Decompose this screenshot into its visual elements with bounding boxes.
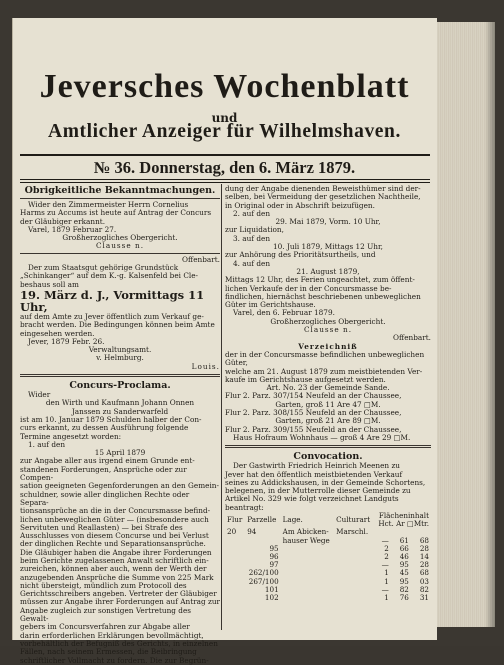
table-header-units: Hct. Ar □Mtr.	[378, 519, 429, 529]
table-header: Culturart	[336, 515, 371, 525]
concurs-line: Ausschlusses von diesem Concurse und bei Verlust	[20, 531, 209, 541]
concurs-line: gebers im Concursverfahren zur Abgabe aller	[20, 622, 190, 632]
concurs-line: nicht übersteigt, mündlich zum Protocoll des	[20, 580, 187, 590]
notice2-signature: Louis.	[191, 361, 220, 371]
table-cell: hauser Wege	[282, 535, 330, 545]
table-header: Lage.	[282, 515, 303, 525]
issue-line: № 36. Donnerstag, den 6. März 1879.	[93, 158, 356, 177]
table-cell	[225, 569, 245, 577]
table-cell: 45	[399, 568, 409, 578]
table-cell	[334, 553, 374, 561]
conv-line: belegenen, in der Mutterrolle dieser Gemeinde zu	[225, 486, 411, 496]
notice2-line: eingesehen werden.	[20, 328, 95, 338]
verz-item: Flur 2. Parz. 307/154 Neufeld an der Chaussee,	[225, 391, 402, 401]
cont-line: Großherzogliches Obergericht.	[270, 316, 386, 326]
concurs-line: Fällen, nach seinem Ermessen, die Beibringung	[20, 647, 197, 657]
table-cell	[334, 537, 374, 545]
table-cell: 28	[419, 560, 429, 570]
notice1-line: der Gläubiger erkannt.	[20, 216, 106, 226]
table-cell: 1	[384, 576, 389, 586]
table-cell: 262/100	[248, 568, 279, 578]
concurs-line: Servituten und Reallasten) — bei Strafe des	[20, 522, 183, 532]
table-cell	[334, 561, 374, 569]
table-cell: —	[381, 584, 389, 594]
table-header-row	[225, 512, 431, 528]
newspaper-page	[12, 18, 437, 665]
masthead-rule-bottom	[20, 179, 430, 180]
table-cell: 03	[419, 576, 429, 586]
double-divider	[20, 374, 220, 377]
cont-line: Varel, den 6. Februar 1879.	[233, 308, 335, 318]
notice2-label: Offenbart.	[182, 254, 220, 264]
conv-line: Artikel No. 329 wie folgt verzeichnet Landguts	[225, 494, 399, 504]
masthead-subtitle: Amtlicher Anzeiger für Wilhelmshaven.	[48, 121, 401, 142]
table-cell	[281, 578, 334, 586]
table-cell: 46	[399, 552, 409, 561]
table-cell	[281, 586, 334, 594]
table-cell: 95	[399, 576, 409, 586]
concurs-line: 1. auf den	[28, 439, 66, 449]
table-cell	[281, 594, 334, 602]
concurs-line: darin erforderlichen Erklärungen bevollmächtigt,	[20, 630, 204, 640]
table-cell: 97	[269, 560, 279, 570]
table-row	[225, 594, 431, 602]
column-divider	[221, 184, 222, 630]
table-cell: 1	[384, 593, 389, 603]
concurs-heading: Concurs-Proclama.	[69, 380, 171, 392]
table-cell: 76	[399, 593, 409, 603]
concurs-line: Angabe zugleich zur sonstigen Vertretung des Gewalt-	[20, 605, 192, 624]
notice1-signature: Clausse n.	[95, 241, 145, 251]
concurs-line: den Wirth und Kaufmann Johann Onnen	[45, 398, 195, 408]
table-cell: 66	[399, 543, 409, 553]
table-cell: 2	[384, 543, 389, 553]
cont-line: Güter im Gerichtshause.	[225, 300, 316, 310]
concurs-line: schriftlicher Vollmacht zu fordern. Die zur Begrün-	[20, 655, 209, 665]
cont-line: 29. Mai 1879, Vorm. 10 Uhr,	[275, 217, 381, 227]
verz-heading: Verzeichniß	[298, 341, 358, 351]
concurs-line: ist am 10. Januar 1879 Schulden halber der Con-	[20, 414, 202, 424]
table-cell: 14	[419, 552, 429, 561]
masthead-rule-bottom-thin	[20, 182, 430, 183]
verz-line: welche am 21. August 1879 zum meistbietenden Ver-	[225, 366, 423, 376]
table-cell	[334, 586, 374, 594]
table-header: Flur	[227, 515, 243, 525]
notice2-line: Jever, 1879 Febr. 26.	[28, 336, 105, 346]
notice1-line: Großherzogliches Obergericht.	[62, 233, 178, 243]
parcel-table	[225, 512, 431, 602]
table-cell: —	[381, 535, 389, 545]
notice2-line: Verwaltungsamt.	[88, 345, 152, 355]
table-header: Flächeninhalt	[378, 510, 429, 520]
concurs-line: der dinglichen Rechte und Separationsansprüche.	[20, 539, 206, 549]
table-cell	[225, 594, 245, 602]
table-cell: 61	[399, 535, 409, 545]
offenbart-label: Offenbart.	[393, 333, 431, 343]
concurs-line: standenen Forderungen, Ansprüche oder zur Compen-	[20, 464, 187, 483]
cont-line: in Original oder in Abschrift beizufügen.	[225, 200, 375, 210]
table-cell: 101	[264, 584, 279, 594]
cont-line: Mittags 12 Uhr, des Ferien ungeachtet, zum öffent-	[225, 275, 415, 285]
concurs-line: Termine angesetzt worden:	[20, 431, 122, 441]
cont-line: 3. auf den	[233, 233, 271, 243]
verz-item: Flur 2. Parz. 308/155 Neufeld an der Chaussee,	[225, 408, 402, 418]
verz-line: kaufe im Gerichtshause aufgesetzt werden.	[225, 374, 386, 384]
table-header: Parzelle	[247, 515, 277, 525]
table-cell: Am Abicken-	[282, 527, 329, 537]
table-cell: Marschl.	[336, 527, 369, 537]
cont-line: selben, bei Vermeidung der gesetzlichen Nachtheile,	[225, 192, 421, 202]
table-cell: —	[381, 560, 389, 570]
verz-line: Art. No. 23 der Gemeinde Sande.	[266, 383, 390, 393]
table-cell	[334, 569, 374, 577]
table-cell	[281, 545, 334, 553]
table-cell	[334, 594, 374, 602]
table-header	[374, 512, 431, 528]
table-cell	[281, 553, 334, 561]
column-right	[225, 185, 431, 602]
divider	[20, 198, 220, 199]
masthead-connector: und	[211, 111, 238, 125]
masthead-title: Jeversches Wochenblatt	[39, 68, 410, 105]
notices-heading: Obrigkeitliche Bekanntmachungen.	[24, 185, 216, 196]
table-cell: 31	[419, 593, 429, 603]
notice2-line: bracht werden. Die Bedingungen können beim Amte	[20, 320, 215, 330]
table-cell: 1	[384, 568, 389, 578]
table-cell	[334, 578, 374, 586]
table-cell: 96	[269, 552, 279, 561]
notice2-line: beshaus soll am	[20, 279, 79, 289]
table-cell	[225, 586, 245, 594]
cont-line: 21. August 1879,	[296, 266, 360, 276]
cont-line: 4. auf den	[233, 258, 271, 268]
concurs-line: curs erkannt, zu dessen Ausführung folgende	[20, 423, 189, 433]
concurs-line: Die Gläubiger haben die Angabe ihrer Forderungen	[20, 547, 212, 557]
conv-line: seines zu Addickshausen, in der Gemeinde Schortens,	[225, 477, 426, 487]
conv-line: beantragt:	[225, 502, 264, 512]
concurs-line: müssen zur Angabe ihrer Forderungen auf Antrag zur	[20, 597, 221, 607]
table-cell: 2	[384, 552, 389, 561]
page-edges	[437, 22, 495, 627]
conv-heading: Convocation.	[293, 451, 363, 463]
table-cell	[334, 545, 374, 553]
double-divider	[225, 445, 431, 448]
concurs-line: 15 April 1879	[94, 448, 146, 458]
table-cell	[281, 561, 334, 569]
verz-item: Haus Hofraum Wohnhaus — groß 4 Are 29 □M.	[233, 432, 411, 442]
table-cell: 68	[419, 535, 429, 545]
concurs-line: tionsansprüche an die in der Concursmasse befind-	[20, 506, 211, 516]
masthead-rule-top	[20, 154, 430, 156]
table-cell: 20	[227, 527, 237, 537]
notice2-date: 19. März d. J., Vormittags 11 Uhr,	[20, 287, 205, 314]
verz-item: Garten, groß 21 Are 89 □M.	[275, 416, 381, 426]
concurs-line: sation geeigneten Gegenforderungen an den Gemein-	[20, 481, 219, 491]
table-cell: 267/100	[248, 576, 279, 586]
notice1-line: Varel, 1879 Februar 27.	[28, 224, 117, 234]
column-left	[20, 185, 220, 665]
notice2-line: „Schinkanger“ auf dem K.-g. Kalsenfeld bei Cle-	[20, 271, 199, 281]
table-cell	[225, 537, 245, 545]
verz-item: Flur 2. Parz. 309/155 Neufeld an der Chaussee,	[225, 424, 402, 434]
cont-line: 2. auf den	[233, 208, 271, 218]
cont-line: lichen Verkaufe der in der Concursmasse be-	[225, 283, 392, 293]
concurs-line: schuldner, sowie aller dinglichen Rechte oder Separa-	[20, 489, 190, 507]
notice2-line: v. Helmburg.	[96, 353, 144, 363]
notice1-line: Wider den Zimmermeister Herrn Cornelius	[28, 200, 189, 209]
cont-line: 10. Juli 1879, Mittags 12 Uhr,	[273, 242, 383, 252]
concurs-line: Janssen zu Sanderwarfeld	[71, 406, 169, 416]
table-cell: 68	[419, 568, 429, 578]
verz-item: Garten, groß 11 Are 47 □M.	[275, 399, 381, 409]
concurs-line: vorbehältlich der Befugniß des Gerichts, in einzelnen	[20, 638, 218, 648]
table-cell	[225, 578, 245, 586]
concurs-line: zur Angabe aller aus irgend einem Grunde ent-	[20, 456, 195, 466]
cont-line: dung der Angabe dienenden Beweisthümer sind der-	[225, 184, 421, 193]
table-cell	[225, 545, 245, 553]
cont-line: findlichen, hiernächst beschriebenen unbeweglichen	[225, 291, 421, 301]
notice2-line: Der zum Staatsgut gehörige Grundstück	[28, 263, 179, 273]
table-cell	[225, 553, 245, 561]
concurs-line: lichen unbeweglichen Güter — (insbesondere auch	[20, 514, 209, 524]
conv-line: Jever hat den öffentlich meistbietenden Verkauf	[225, 469, 403, 479]
notice2-line: auf dem Amte zu Jever öffentlich zum Verkauf ge-	[20, 311, 204, 321]
concurs-line: Wider	[28, 390, 51, 400]
table-cell: 95	[269, 543, 279, 553]
verz-line: der in der Concursmasse befindlichen unbeweglichen Güter,	[225, 349, 425, 368]
table-cell: 102	[264, 593, 279, 603]
table-cell: 28	[419, 543, 429, 553]
table-cell	[281, 569, 334, 577]
cont-signature: Clausse n.	[303, 325, 353, 335]
concurs-line: beim Gerichte zugelassenen Anwalt schriftlich ein-	[20, 555, 209, 565]
cont-line: zur Liquidation,	[225, 225, 284, 235]
cont-line: zur Anhörung des Prioritätsurtheils, und	[225, 250, 376, 260]
table-cell: 94	[247, 527, 257, 537]
concurs-line: Gerichtsschreibers angeben. Vertreter der Gläubiger	[20, 589, 217, 599]
table-cell: 82	[399, 584, 409, 594]
conv-line: Der Gastwirth Friedrich Heinrich Meenen zu	[233, 461, 400, 471]
table-cell: 95	[399, 560, 409, 570]
notice1-line: Harms zu Accums ist heute auf Antrag der Concurs	[20, 208, 212, 218]
divider	[20, 253, 220, 254]
table-cell: 82	[419, 584, 429, 594]
concurs-line: anzugebenden Ansprüche die Summe von 225 Mark	[20, 572, 214, 582]
table-cell	[225, 561, 245, 569]
concurs-line: zureichen, können aber auch, wenn der Werth der	[20, 564, 207, 574]
